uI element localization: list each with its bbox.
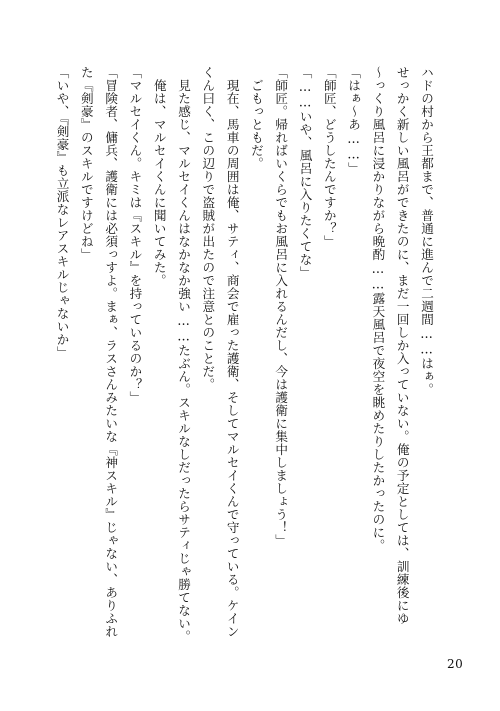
text-line: 「はぁ～あ……」 <box>346 66 362 175</box>
text-line: 「師匠。帰ればいくらでもお風呂に入れるんだし、今は護衛に集中しましょう！」 <box>273 66 289 547</box>
text-line: せっかく新しい風呂ができたのに、まだ一回しか入っていない。俺の予定としては、訓練後にゆ <box>394 66 410 625</box>
text-line: ごもっともだ。 <box>248 66 264 170</box>
text-line: 「師匠、どうしたんですか？」 <box>321 66 337 248</box>
text-line: 現在、馬車の周囲は俺、サティ、商会で雇った護衛、そしてマルセイくんで守っている。ケイン <box>224 66 240 638</box>
text-line: 「マルセイくん。キミは『スキル』を持っているのか？」 <box>127 66 143 404</box>
page-number: 20 <box>447 657 464 671</box>
text-line: 見た感じ、マルセイくんはなかなか強い……たぶん。スキルなしだったらサティじゃ勝てない。 <box>176 66 192 643</box>
text-line: 俺は、マルセイくんに聞いてみた。 <box>151 66 167 287</box>
text-line: 「……いや、風呂に入りたくてな」 <box>297 66 313 279</box>
vertical-text-body <box>54 66 438 666</box>
text-line: くん曰く、この辺りで盗賊が出たので注意とのことだ。 <box>200 66 216 391</box>
text-line: 「冒険者、傭兵、護衛には必須っすよ。まぁ、ラスさんみたいな『神スキル』じゃない、ありふれ <box>103 66 119 638</box>
text-line: ハドの村から王都まで、普通に進んで二週間……はぁ。 <box>419 66 434 396</box>
text-line: ～っくり風呂に浸かりながら晩酌……露天風呂で夜空を眺めたりしたかったのに。 <box>370 66 386 552</box>
text-line: た『剣豪』のスキルですけどね」 <box>78 66 94 261</box>
text-line: 「いや、『剣豪』も立派なレアスキルじゃないか」 <box>54 66 70 359</box>
